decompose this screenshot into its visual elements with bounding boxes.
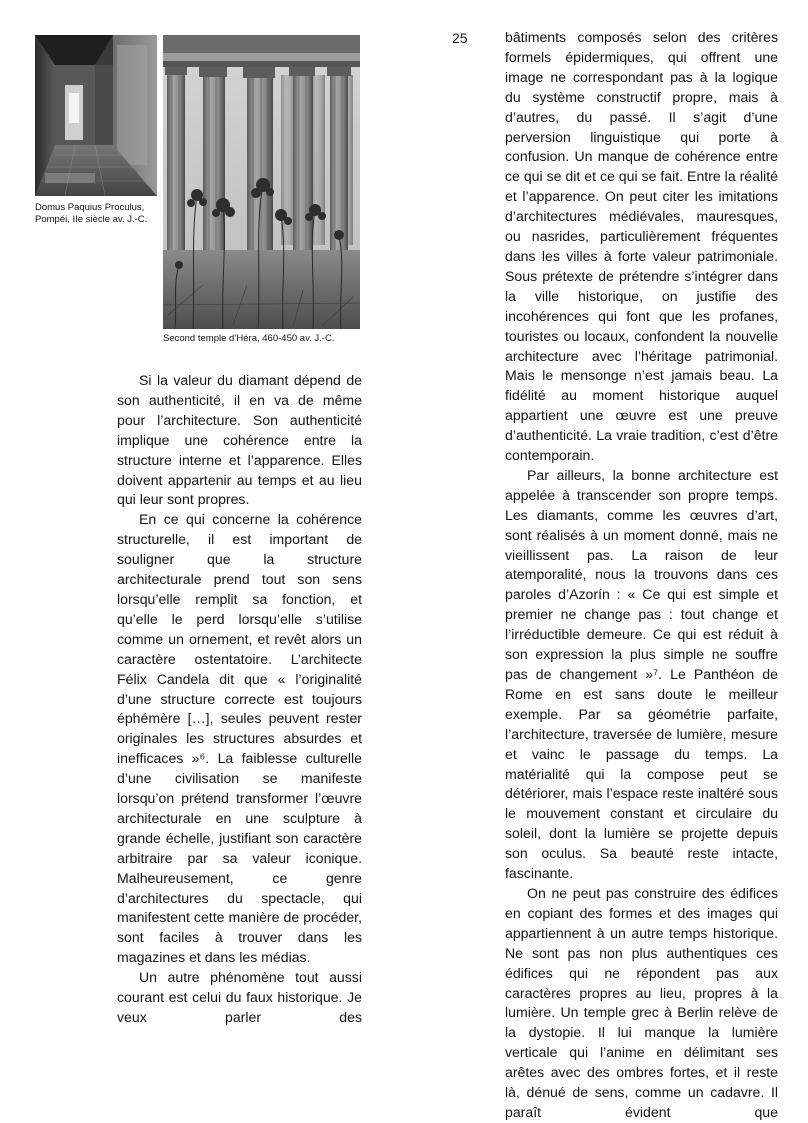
figure1-caption-line2: Pompéi, IIe siècle av. J.-C. bbox=[35, 214, 148, 225]
temple-columns-photo-icon bbox=[163, 35, 360, 329]
interior-photo bbox=[35, 35, 157, 196]
figure1-caption-line1: Domus Paquius Proculus, bbox=[35, 202, 145, 213]
paragraph: Par ailleurs, la bonne architecture est appelée à transcender son propre temps. Les diamants, comme les œuvres d’art, sont réalisés à un moment donné, mais ne vieillissent pas. La raison de leur atemporalité, nous la trouvons dans ces paroles d’Azorín : « Ce qui est simple et premier ne change pas : tout change et l’irréductible demeure. Ce qui est réduit à son expression la plus simple ne souffre pas de changement »⁷. Le Panthéon de Rome en est sans doute le meilleur exemple. Par sa géométrie parfaite, l’architecture, traversée de lumière, mesure et vainc le passage du temps. La matérialité qui la compose peut se détériorer, mais l’espace reste inaltéré sous le mouvement constant et circulaire du soleil, dont la lumière se projette depuis son oculus. Sa beauté reste intacte, fascinante. bbox=[505, 466, 778, 882]
paragraph: Si la valeur du diamant dépend de son authenticité, il en va de même pour l’architecture. Son authenticité implique une cohérence entre la structure interne et l’apparence. Elles doivent appartenir au temps et au lieu qui leur sont propres. bbox=[117, 372, 362, 508]
temple-photo bbox=[163, 35, 360, 329]
paragraph: Un autre phénomène tout aussi courant est celui du faux historique. Je veux parler des bbox=[117, 969, 362, 1025]
paragraph: En ce qui concerne la cohérence structurelle, il est important de souligner que la structure architecturale prend tout son sens lorsqu’elle remplit sa fonction, et qu’elle le perd lorsqu’elle s’utilise comme un ornement, et revêt alors un caractère ostentatoire. L’architecte Félix Candela dit que « l’originalité d’une structure correcte est toujours éphémère […], seules peuvent rester originales les structures absurdes et inefficaces »⁶. La faiblesse culturelle d’une civilisation se manifeste lorsqu’on prétend transformer l’œuvre architecturale en une sculpture à grande échelle, justifiant son caractère arbitraire par sa valeur iconique. Malheureusement, ce genre d’architectures du spectacle, qui manifestent cette manière de procéder, sont faciles à trouver dans les magazines et dans les médias. bbox=[117, 511, 362, 966]
figure2-caption: Second temple d’Héra, 460-450 av. J.-C. bbox=[163, 333, 335, 344]
right-text-column bbox=[505, 28, 778, 1123]
figure1-caption bbox=[35, 202, 160, 226]
interior-photo-icon bbox=[35, 35, 157, 196]
paragraph: On ne peut pas construire des édifices en copiant des formes et des images qui appartiennent à un autre temps historique. Ne sont pas non plus authentiques ces édifices qui ne répondent pas aux caractères propres au lieu, propres à la lumière. Un temple grec à Berlin relève de la dystopie. Il lui manque la lumière verticale qui l’anime en délimitant ses arêtes avec des ombres fortes, et il reste là, dénué de sens, comme un cadavre. Il paraît évident que bbox=[505, 884, 778, 1120]
left-text-column bbox=[117, 371, 362, 1028]
page-number: 25 bbox=[452, 30, 468, 46]
paragraph: bâtiments composés selon des critères formels épidermiques, qui offrent une image ne correspondant pas à la logique du système constructif propre, mais à d’autres, du passé. Il s’agit d’une perversion linguistique qui porte à confusion. Un manque de cohérence entre ce qui se dit et ce qui se fait. Entre la réalité et l’apparence. On peut citer les imitations d’architectures médiévales, mauresques, ou nasrides, particulièrement fréquentes dans les villes à forte valeur patrimoniale. Sous prétexte de prétendre s’intégrer dans la ville historique, on justifie des incohérences qui font que les profanes, touristes ou locaux, confondent la nouvelle architecture avec l’héritage patrimonial. Mais le mensonge n’est jamais beau. La fidélité au moment historique auquel appartient une œuvre est une preuve d’authenticité. La vraie tradition, c’est d’être contemporain. bbox=[505, 29, 778, 464]
